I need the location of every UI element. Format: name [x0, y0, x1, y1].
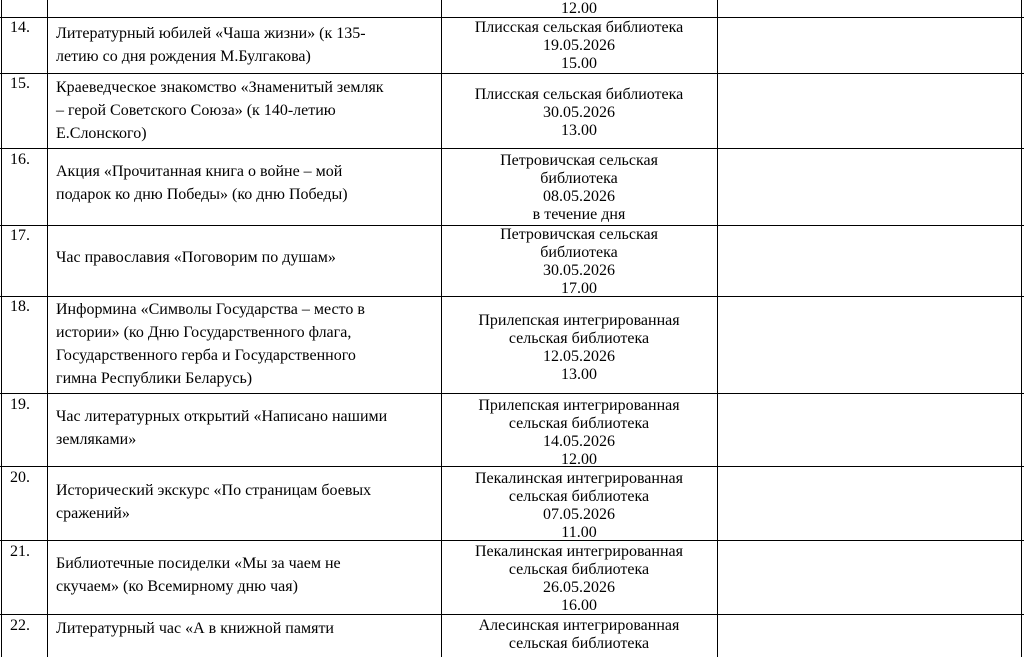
time-text: 12.00 [561, 0, 597, 17]
event-place: Плисская сельская библиотека 19.05.2026 15.00 [474, 19, 684, 72]
row-divider [0, 73, 1024, 74]
event-title: Час православия «Поговорим по душам» [56, 249, 336, 266]
event-title: Литературный час «А в книжной памяти [56, 620, 334, 637]
previous-row-time [441, 0, 717, 18]
row-number: 19. [10, 396, 30, 413]
event-title: Литературный юбилей «Чаша жизни» (к 135- летию со дня рождения М.Булгакова) [56, 25, 366, 65]
row-number: 21. [10, 543, 30, 560]
event-title: Час литературных открытий «Написано нашими земляками» [56, 408, 388, 448]
row-number: 17. [10, 227, 30, 244]
row-number: 18. [10, 298, 30, 315]
event-title: Библиотечные посиделки «Мы за чаем не скучаем» (ко Всемирному дню чая) [56, 555, 341, 595]
event-place: Прилепская интегрированная сельская библиотека 12.05.2026 13.00 [478, 312, 680, 383]
event-place: Петровичская сельская библиотека 30.05.2026 17.00 [500, 226, 658, 297]
event-place: Плисская сельская библиотека 30.05.2026 13.00 [474, 86, 684, 139]
table-border-right [1021, 0, 1022, 657]
row-number: 14. [10, 19, 30, 36]
row-number: 20. [10, 469, 30, 486]
row-number: 16. [10, 151, 30, 168]
column-divider-place [717, 0, 718, 657]
event-place: Пекалинская интегрированная сельская библиотека 07.05.2026 11.00 [474, 470, 683, 541]
row-divider [0, 148, 1024, 149]
row-number: 15. [10, 75, 30, 92]
event-title: Акция «Прочитанная книга о войне – мой подарок ко дню Победы» (ко дню Победы) [56, 163, 348, 203]
event-place: Петровичская сельская библиотека 08.05.2026 в течение дня [500, 152, 658, 223]
event-title: Информина «Символы Государства – место в истории» (ко Дню Государственного флага, Государственного герба и Государственного гимна Республики Беларусь) [56, 301, 365, 387]
row-divider [0, 393, 1024, 394]
event-place: Прилепская интегрированная сельская библиотека 14.05.2026 12.00 [478, 397, 680, 468]
row-number: 22. [10, 617, 30, 634]
event-place: Алесинская интегрированная сельская библиотека [478, 617, 680, 652]
event-place: Пекалинская интегрированная сельская библиотека 26.05.2026 16.00 [474, 543, 683, 614]
column-divider-number [47, 0, 48, 657]
event-title: Краеведческое знакомство «Знаменитый земляк – герой Советского Союза» (к 140-летию Е.Слонского) [56, 79, 384, 142]
table-border-left [1, 0, 2, 657]
event-title: Исторический экскурс «По страницам боевых сражений» [56, 482, 372, 522]
